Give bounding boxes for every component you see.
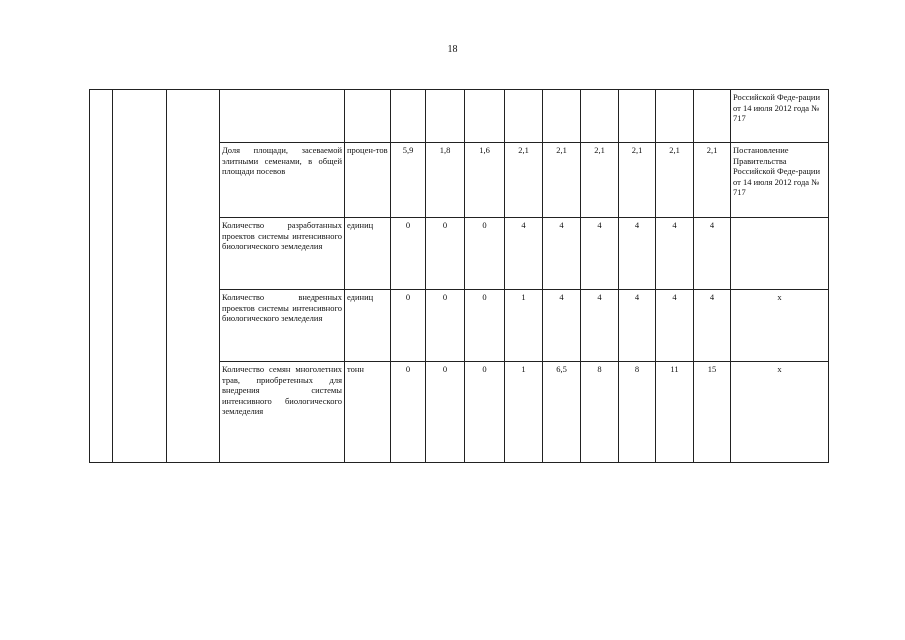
unit-cell [345,90,391,143]
value-cell: 0 [465,218,505,290]
value-cell: 0 [391,218,426,290]
value-cell: 2,1 [505,143,543,218]
value-cell: 4 [619,290,656,362]
unit-cell: единиц [345,218,391,290]
value-cell: 1,8 [426,143,465,218]
value-cell: 0 [391,362,426,463]
value-cell: 1 [505,290,543,362]
basis-cell: Постановление Правительства Российской Феде-рации от 14 июля 2012 года № 717 [731,143,829,218]
blank-column-1 [90,90,113,463]
value-cell: 15 [694,362,731,463]
page-number: 18 [447,44,458,55]
value-cell: 2,1 [694,143,731,218]
value-cell [391,90,426,143]
indicator-cell [220,90,345,143]
value-cell: 0 [465,362,505,463]
value-cell: 4 [581,290,619,362]
value-cell: 0 [465,290,505,362]
indicator-cell: Доля площади, засеваемой элитными семенами, в общей площади посевов [220,143,345,218]
indicators-table [89,89,829,463]
unit-cell: единиц [345,290,391,362]
value-cell: 5,9 [391,143,426,218]
value-cell [581,90,619,143]
value-cell: 1 [505,362,543,463]
value-cell: 4 [581,218,619,290]
value-cell [619,90,656,143]
value-cell: 2,1 [619,143,656,218]
value-cell: 4 [694,290,731,362]
value-cell: 2,1 [656,143,694,218]
value-cell: 4 [619,218,656,290]
unit-cell: процен-тов [345,143,391,218]
value-cell: 4 [656,218,694,290]
value-cell: 8 [619,362,656,463]
basis-cell: Российской Феде-рации от 14 июля 2012 года № 717 [731,90,829,143]
value-cell [656,90,694,143]
value-cell [505,90,543,143]
value-cell [426,90,465,143]
value-cell: 0 [426,218,465,290]
basis-cell [731,218,829,290]
value-cell [543,90,581,143]
indicator-cell: Количество семян многолетних трав, приобретенных для внедрения системы интенсивного биологического земледелия [220,362,345,463]
value-cell: 0 [391,290,426,362]
value-cell [465,90,505,143]
value-cell: 4 [656,290,694,362]
value-cell: 0 [426,290,465,362]
basis-cell: x [731,290,829,362]
value-cell: 1,6 [465,143,505,218]
value-cell: 4 [543,290,581,362]
value-cell: 4 [505,218,543,290]
value-cell: 4 [694,218,731,290]
value-cell: 8 [581,362,619,463]
basis-cell: x [731,362,829,463]
blank-column-2 [113,90,167,463]
unit-cell: тонн [345,362,391,463]
value-cell: 11 [656,362,694,463]
value-cell: 0 [426,362,465,463]
value-cell: 6,5 [543,362,581,463]
value-cell: 4 [543,218,581,290]
value-cell [694,90,731,143]
blank-column-3 [167,90,220,463]
table-row [90,90,829,143]
value-cell: 2,1 [543,143,581,218]
value-cell: 2,1 [581,143,619,218]
indicator-cell: Количество разработанных проектов системы интенсивного биологического земледелия [220,218,345,290]
indicator-cell: Количество внедренных проектов системы интенсивного биологического земледелия [220,290,345,362]
